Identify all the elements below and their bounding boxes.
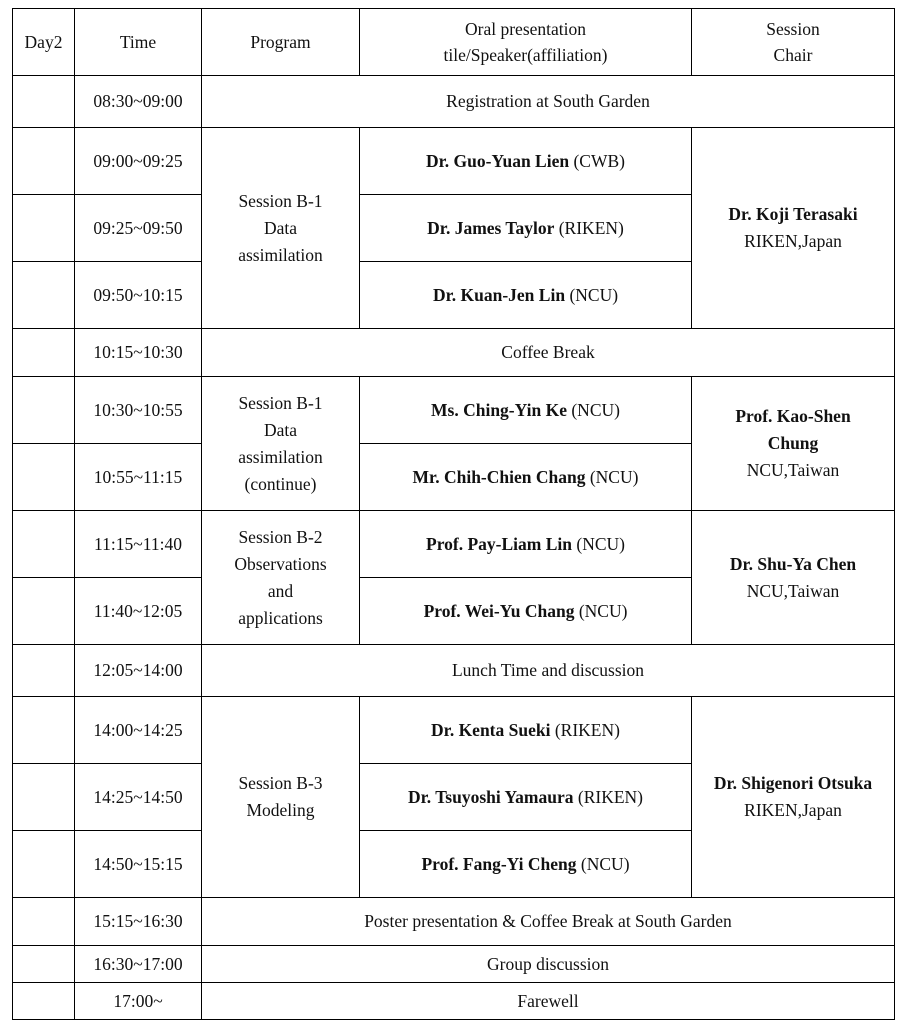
schedule-table xyxy=(12,8,895,1020)
chair-b1-continue-cell: Prof. Kao-Shen Chung NCU,Taiwan xyxy=(692,377,895,511)
time-cell: 14:00~14:25 xyxy=(75,697,202,764)
speaker-cell: Dr. James Taylor (RIKEN) xyxy=(360,195,692,262)
header-time: Time xyxy=(75,9,202,76)
talk-row xyxy=(13,377,895,444)
lunch-row xyxy=(13,645,895,697)
event-cell: Registration at South Garden xyxy=(202,76,895,128)
time-cell: 16:30~17:00 xyxy=(75,946,202,983)
chair-b2-cell: Dr. Shu-Ya Chen NCU,Taiwan xyxy=(692,511,895,645)
time-cell: 08:30~09:00 xyxy=(75,76,202,128)
chair-b1-cell: Dr. Koji Terasaki RIKEN,Japan xyxy=(692,128,895,329)
day-cell xyxy=(13,511,75,578)
time-cell: 17:00~ xyxy=(75,983,202,1020)
time-cell: 10:15~10:30 xyxy=(75,329,202,377)
event-cell: Farewell xyxy=(202,983,895,1020)
event-cell: Poster presentation & Coffee Break at South Garden xyxy=(202,898,895,946)
speaker-cell: Dr. Guo-Yuan Lien (CWB) xyxy=(360,128,692,195)
session-b3-cell: Session B-3 Modeling xyxy=(202,697,360,898)
speaker-cell: Prof. Pay-Liam Lin (NCU) xyxy=(360,511,692,578)
header-chair: Session Chair xyxy=(692,9,895,76)
coffee-break-row xyxy=(13,329,895,377)
event-cell: Coffee Break xyxy=(202,329,895,377)
day-cell xyxy=(13,76,75,128)
day-cell xyxy=(13,645,75,697)
time-cell: 09:50~10:15 xyxy=(75,262,202,329)
header-day: Day2 xyxy=(13,9,75,76)
day-cell xyxy=(13,329,75,377)
day-cell xyxy=(13,128,75,195)
time-cell: 14:50~15:15 xyxy=(75,831,202,898)
time-cell: 09:25~09:50 xyxy=(75,195,202,262)
poster-row xyxy=(13,898,895,946)
day-cell xyxy=(13,983,75,1020)
speaker-cell: Dr. Kenta Sueki (RIKEN) xyxy=(360,697,692,764)
time-cell: 10:55~11:15 xyxy=(75,444,202,511)
day-cell xyxy=(13,946,75,983)
time-cell: 14:25~14:50 xyxy=(75,764,202,831)
time-cell: 12:05~14:00 xyxy=(75,645,202,697)
day-cell xyxy=(13,764,75,831)
talk-row xyxy=(13,128,895,195)
day-cell xyxy=(13,831,75,898)
time-cell: 11:15~11:40 xyxy=(75,511,202,578)
time-cell: 11:40~12:05 xyxy=(75,578,202,645)
registration-row xyxy=(13,76,895,128)
talk-row xyxy=(13,697,895,764)
event-cell: Lunch Time and discussion xyxy=(202,645,895,697)
speaker-cell: Prof. Wei-Yu Chang (NCU) xyxy=(360,578,692,645)
chair-b3-cell: Dr. Shigenori Otsuka RIKEN,Japan xyxy=(692,697,895,898)
talk-row xyxy=(13,511,895,578)
day-cell xyxy=(13,195,75,262)
speaker-cell: Dr. Tsuyoshi Yamaura (RIKEN) xyxy=(360,764,692,831)
header-oral: Oral presentation tile/Speaker(affiliation) xyxy=(360,9,692,76)
speaker-cell: Dr. Kuan-Jen Lin (NCU) xyxy=(360,262,692,329)
session-b1-continue-cell: Session B-1 Data assimilation (continue) xyxy=(202,377,360,511)
day-cell xyxy=(13,578,75,645)
day-cell xyxy=(13,898,75,946)
speaker-cell: Ms. Ching-Yin Ke (NCU) xyxy=(360,377,692,444)
time-cell: 10:30~10:55 xyxy=(75,377,202,444)
speaker-cell: Prof. Fang-Yi Cheng (NCU) xyxy=(360,831,692,898)
day-cell xyxy=(13,697,75,764)
session-b2-cell: Session B-2 Observations and applications xyxy=(202,511,360,645)
day-cell xyxy=(13,377,75,444)
farewell-row xyxy=(13,983,895,1020)
session-b1-cell: Session B-1 Data assimilation xyxy=(202,128,360,329)
day-cell xyxy=(13,262,75,329)
event-cell: Group discussion xyxy=(202,946,895,983)
day-cell xyxy=(13,444,75,511)
time-cell: 15:15~16:30 xyxy=(75,898,202,946)
speaker-cell: Mr. Chih-Chien Chang (NCU) xyxy=(360,444,692,511)
time-cell: 09:00~09:25 xyxy=(75,128,202,195)
header-row xyxy=(13,9,895,76)
group-discussion-row xyxy=(13,946,895,983)
header-program: Program xyxy=(202,9,360,76)
